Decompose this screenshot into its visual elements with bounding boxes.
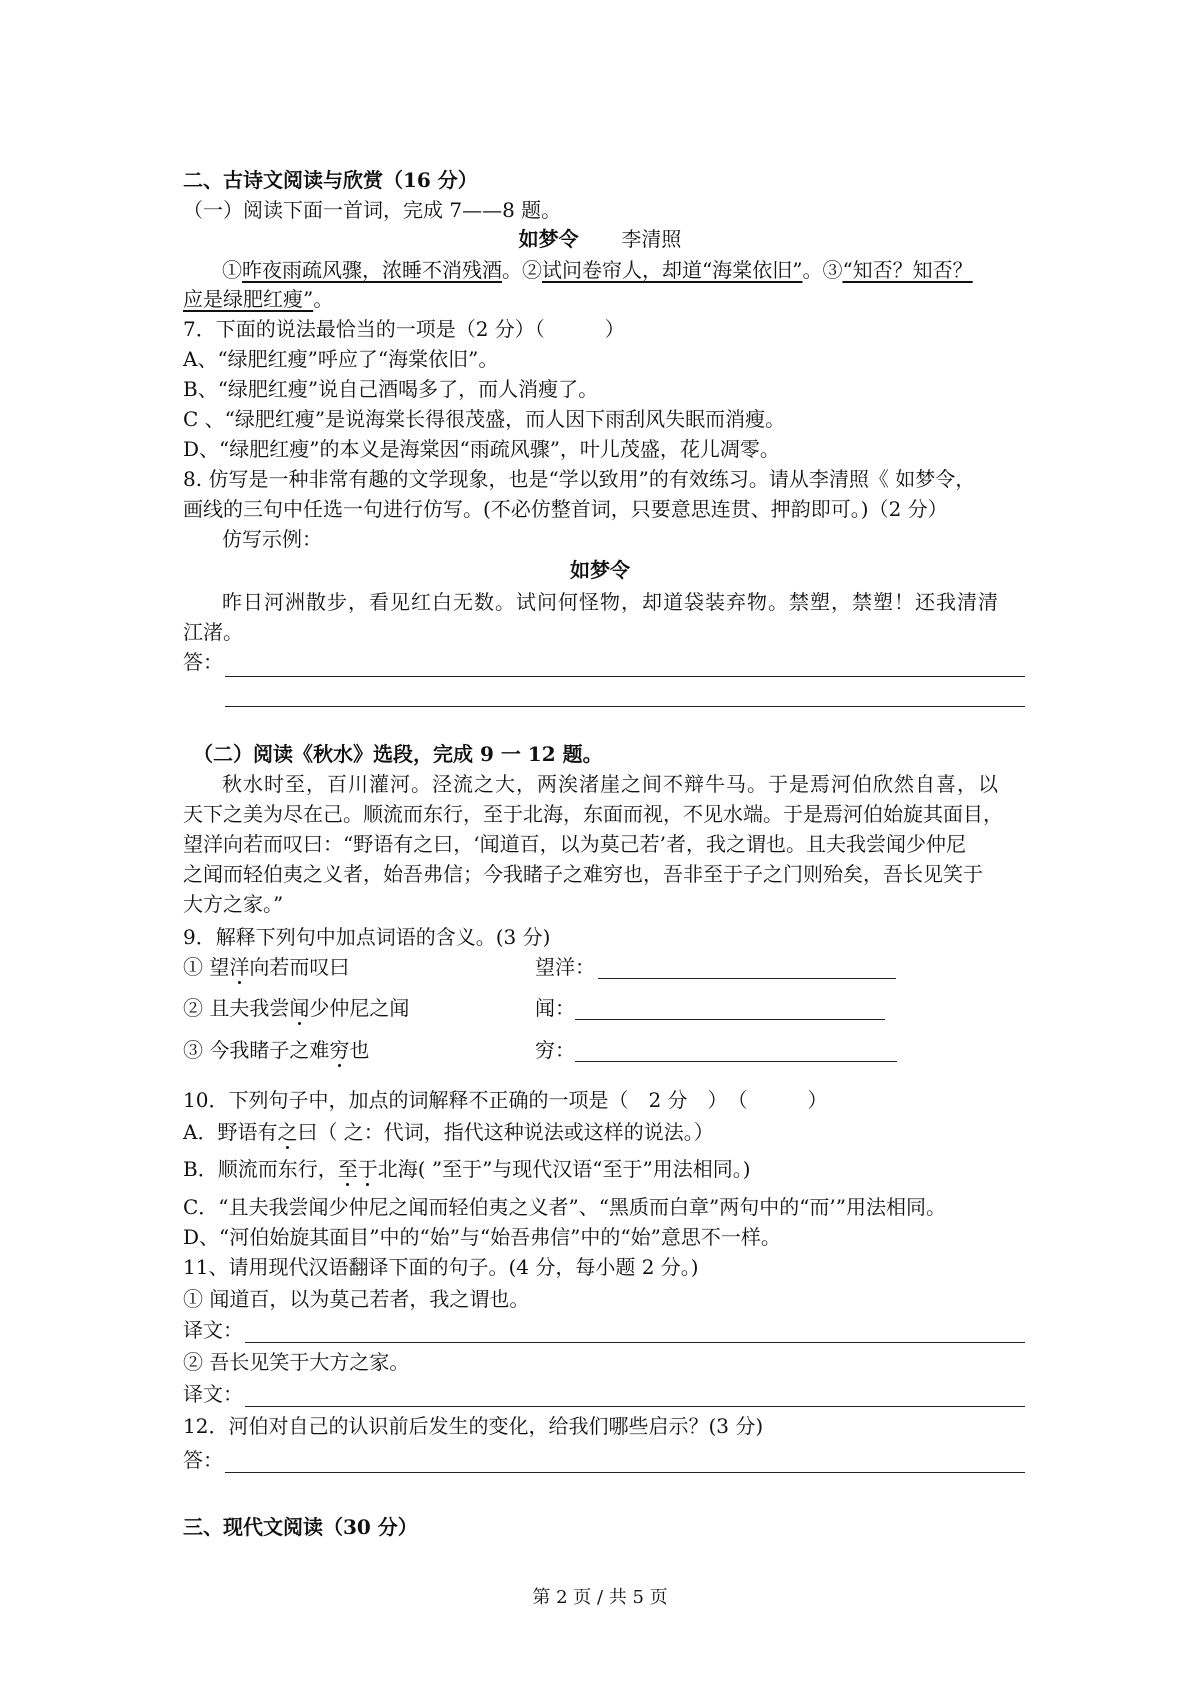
q9-answer-1[interactable]: [598, 978, 896, 979]
q9-item-3: ③ 今我睹子之难穷也: [183, 1038, 370, 1062]
q7-stem: 7．下面的说法最恰当的一项是（2 分）（ ）: [183, 317, 625, 341]
q8-line-1: 8. 仿写是一种非常有趣的文学现象，也是“学以致用”的有效练习。请从李清照《 如梦令，: [183, 467, 976, 491]
dotted-word: 之: [277, 1120, 298, 1144]
q7-option-b: B、“绿肥红瘦”说自己酒喝多了，而人消瘦了。: [183, 377, 599, 401]
underlined-line-3b: 应是绿肥红瘦”: [183, 287, 314, 311]
passage-line-5: 大方之家。”: [183, 892, 284, 916]
underlined-line-2: 试问卷帘人，却道“海棠依旧”: [542, 258, 803, 282]
q11-stem: 11、请用现代汉语翻译下面的句子。(4 分，每小题 2 分。): [183, 1255, 699, 1279]
dotted-word: 洋: [229, 955, 250, 979]
q11-answer-2[interactable]: [245, 1406, 1025, 1407]
dotted-word: 穷: [329, 1038, 350, 1062]
q10-stem: 10．下列句子中，加点的词解释不正确的一项是（ 2 分 ） （ ）: [183, 1088, 828, 1112]
q9-item-1: ① 望洋向若而叹曰: [183, 955, 350, 979]
q11-translation-label-1: 译文：: [183, 1318, 243, 1342]
dotted-word: 闻: [289, 996, 310, 1020]
part2-intro: （二）阅读《秋水》选段，完成 9 一 12 题。: [193, 742, 603, 766]
q8-answer-line-1[interactable]: [225, 676, 1025, 677]
q12-answer-line[interactable]: [225, 1472, 1025, 1473]
dotted-word: 于: [357, 1157, 378, 1181]
poem-title: 如梦令: [518, 227, 579, 251]
part1-intro: （一）阅读下面一首词，完成 7——8 题。: [183, 198, 562, 222]
underlined-line-1: 昨夜雨疏风骤，浓睡不消残酒: [242, 258, 502, 282]
q12-stem: 12．河伯对自己的认识前后发生的变化，给我们哪些启示？(3 分): [183, 1414, 764, 1438]
section2-title: 二、古诗文阅读与欣赏（16 分）: [183, 168, 478, 192]
page-footer: 第 2 页 / 共 5 页: [532, 1587, 668, 1608]
q11-item-1: ① 闻道百，以为莫己若者，我之谓也。: [183, 1287, 530, 1311]
q11-translation-label-2: 译文：: [183, 1382, 243, 1406]
marker-1: ①: [222, 258, 242, 282]
q8-answer-line-2[interactable]: [225, 706, 1025, 707]
passage-line-2: 天下之美为尽在己。顺流而东行，至于北海，东面而视，不见水端。于是焉河伯始旋其面目，: [183, 802, 1003, 826]
q9-item-1-label: 望洋：: [535, 955, 595, 979]
q8-example-title: 如梦令: [570, 558, 630, 582]
poem-author: 李清照: [621, 227, 682, 251]
passage-line-4: 之闻而轻伯夷之义者，始吾弗信；今我睹子之难穷也，吾非至于子之门则殆矣，吾长见笑于: [183, 862, 983, 886]
q9-item-3-label: 穷：: [535, 1038, 575, 1062]
q9-item-2-label: 闻：: [535, 996, 575, 1020]
q7-option-c: C 、“绿肥红瘦”是说海棠长得很茂盛，而人因下雨刮风失眠而消瘦。: [183, 407, 786, 431]
passage-line-1: 秋水时至，百川灌河。泾流之大，两涘渚崖之间不辩牛马。于是焉河伯欣然自喜，以: [222, 772, 999, 796]
q9-answer-3[interactable]: [575, 1061, 897, 1062]
q8-example-line-1: 昨日河洲散步，看见红白无数。试问何怪物，却道袋装弃物。禁塑，禁塑！还我清清: [222, 590, 999, 614]
passage-line-3: 望洋向若而叹曰：“野语有之曰，‘闻道百，以为莫己若’者，我之谓也。且夫我尝闻少仲尼: [183, 832, 966, 856]
q10-option-c: C．“且夫我尝闻少仲尼之闻而轻伯夷之义者”、“黑质而白章”两句中的“而’”用法相同。: [183, 1195, 947, 1219]
q8-line-2: 画线的三句中任选一句进行仿写。(不必仿整首词，只要意思连贯、押韵即可。)（2 分）: [183, 497, 948, 521]
underlined-line-3a: “知否？知否？: [842, 258, 973, 282]
poem-line-1: [222, 256, 973, 284]
q11-answer-1[interactable]: [245, 1342, 1025, 1343]
poem-end: 。: [313, 287, 334, 311]
marker-3: 。③: [802, 258, 843, 282]
q7-option-a: A、“绿肥红瘦”呼应了“海棠依旧”。: [183, 347, 499, 371]
q8-example-line-2: 江渚。: [183, 620, 243, 644]
poem-heading: [0, 225, 1200, 253]
q10-option-b: B．顺流而东行，至于北海( ”至于”与现代汉语“至于”用法相同。): [183, 1157, 751, 1181]
q8-answer-label: 答：: [183, 650, 223, 674]
section3-title: 三、现代文阅读（30 分）: [183, 1515, 418, 1539]
q9-stem: 9．解释下列句中加点词语的含义。(3 分): [183, 925, 551, 949]
q10-option-d: D、“河伯始旋其面目”中的“始”与“始吾弗信”中的“始”意思不一样。: [183, 1225, 781, 1249]
q9-answer-2[interactable]: [575, 1019, 885, 1020]
q12-answer-label: 答：: [183, 1448, 223, 1472]
q8-example-label: 仿写示例：: [222, 527, 322, 551]
dotted-word: 至: [337, 1157, 358, 1181]
q9-item-2: ② 且夫我尝闻少仲尼之闻: [183, 996, 410, 1020]
poem-line-2: [183, 285, 333, 313]
q11-item-2: ② 吾长见笑于大方之家。: [183, 1350, 410, 1374]
q10-option-a: A．野语有之曰（ 之：代词，指代这种说法或这样的说法。）: [183, 1120, 714, 1144]
q7-option-d: D、“绿肥红瘦”的本义是海棠因“雨疏风骤”，叶儿茂盛，花儿凋零。: [183, 437, 780, 461]
marker-2: 。②: [502, 258, 542, 282]
